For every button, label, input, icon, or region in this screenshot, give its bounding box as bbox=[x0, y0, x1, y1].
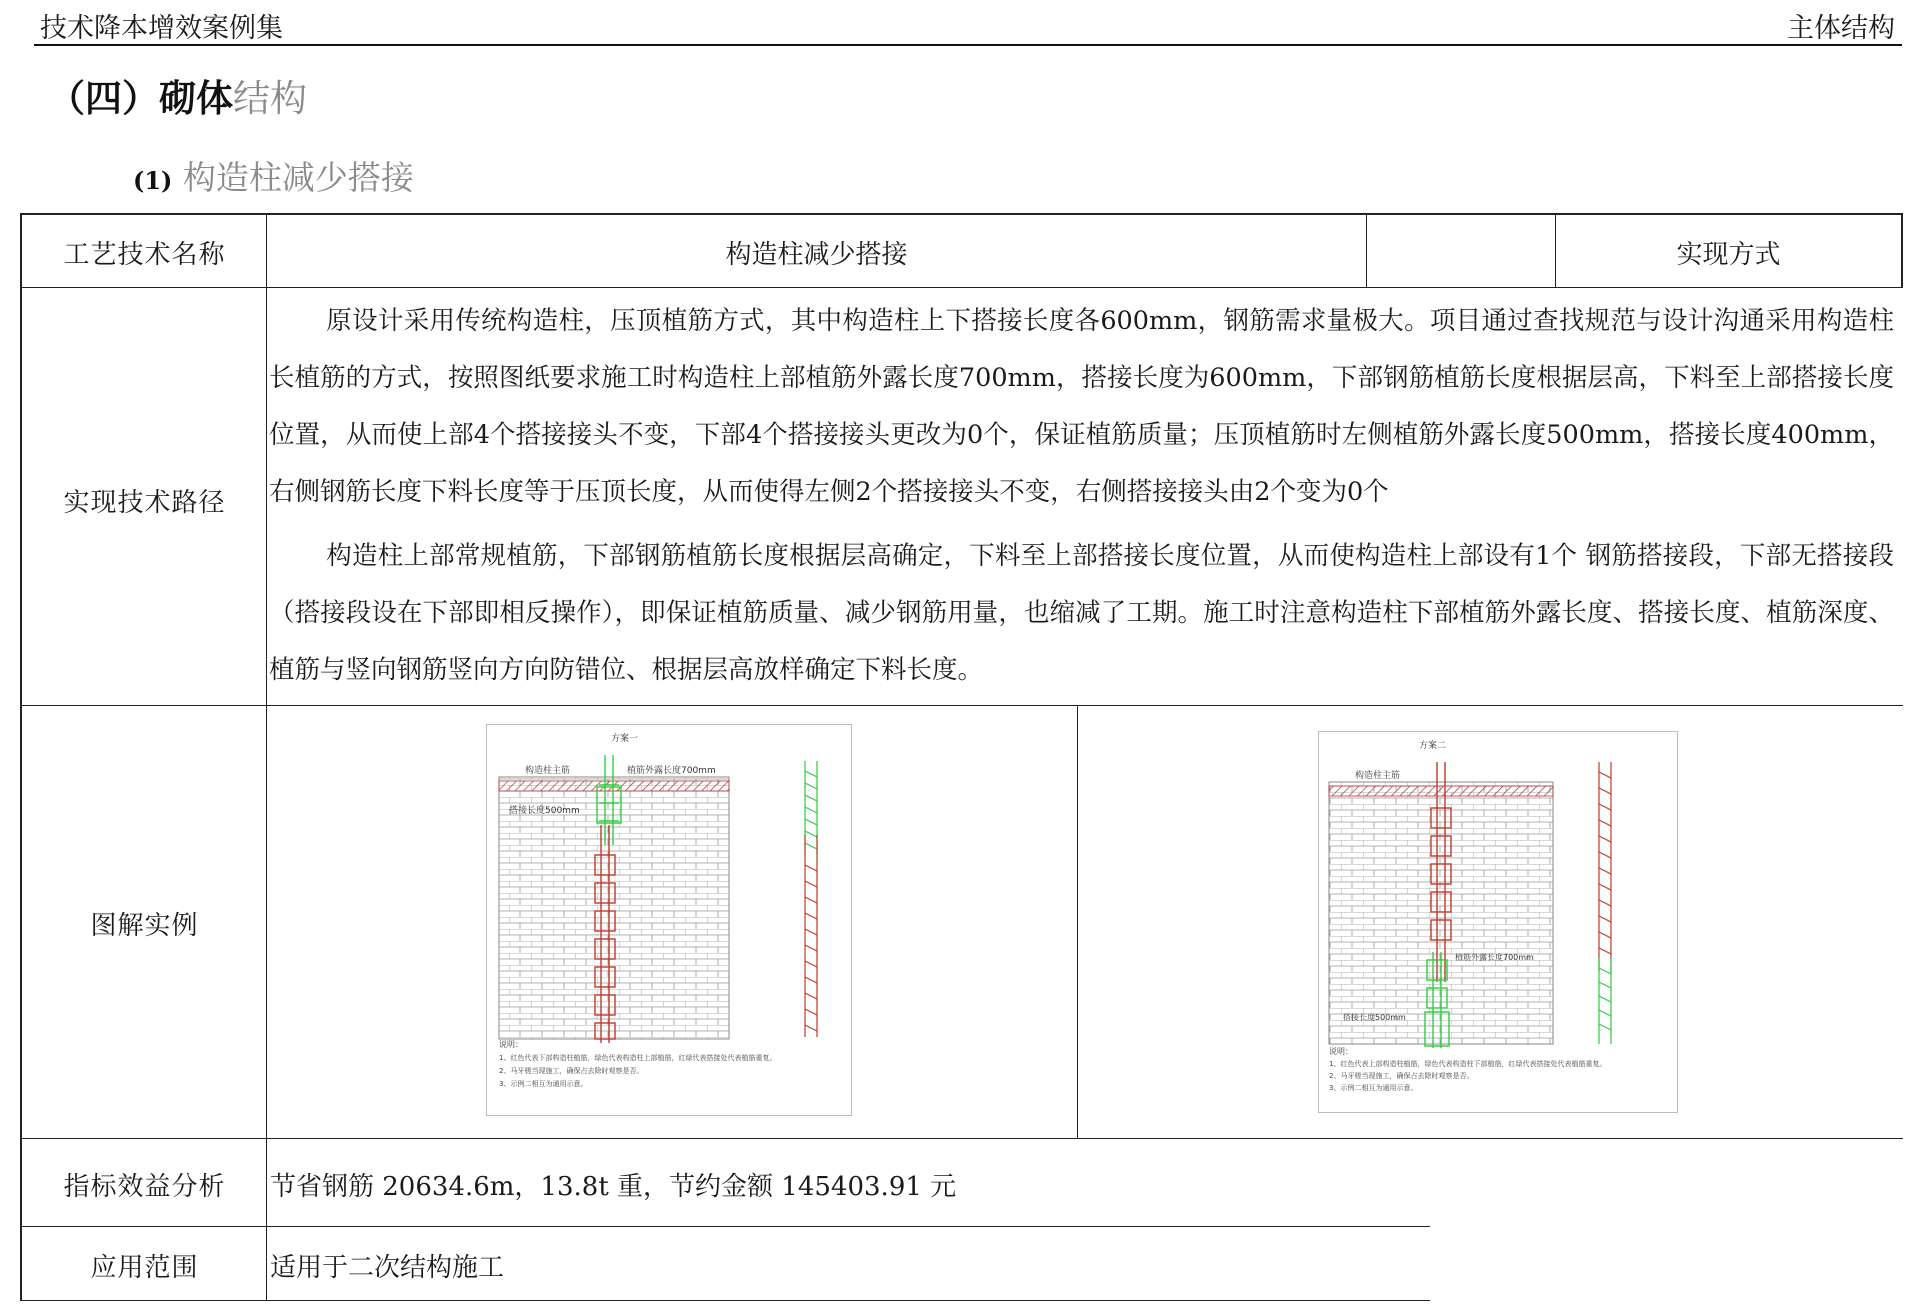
fig1-label-column: 构造柱主筋 bbox=[525, 766, 571, 776]
label-scope: 应用范围 bbox=[90, 1253, 199, 1283]
header-rule bbox=[34, 44, 1902, 46]
table-line-label bbox=[266, 213, 267, 1301]
table-line-1 bbox=[20, 287, 1903, 288]
fig2-side-red bbox=[1599, 762, 1611, 972]
value-scope: 适用于二次结构施工 bbox=[270, 1253, 505, 1283]
section-title-light: 结构 bbox=[233, 77, 307, 120]
fig1-side-green bbox=[805, 761, 817, 855]
fig1-note-3: 3、示例二相互为通用示意。 bbox=[499, 1080, 588, 1088]
figure-scheme-1 bbox=[486, 724, 852, 1116]
value-craft-name: 构造柱减少搭接 bbox=[725, 240, 908, 270]
fig2-note-title: 说明： bbox=[1329, 1047, 1353, 1056]
table-line-craft-1 bbox=[1366, 213, 1367, 288]
fig2-note-3: 3、示例二相互为通用示意。 bbox=[1329, 1084, 1418, 1092]
figure-scheme-2-drawing bbox=[1319, 732, 1677, 1112]
fig1-note-1: 1、红色代表下部构造柱植筋，绿色代表构造柱上部植筋，红绿代表搭接处代表植筋重复。 bbox=[499, 1054, 777, 1062]
tech-route-para-2-text: 构造柱上部常规植筋，下部钢筋植筋长度根据层高确定，下料至上部搭接长度位置，从而使构造柱上部设有1个 钢筋搭接段，下部无搭接段（搭接段设在下部即相反操作），即保证植筋质量、减少钢筋用量，也缩减了工期。施工时注意构造柱下部植筋外露长度、搭接长度、植筋深度、植筋与竖向钢筋竖向方向防错位、根据层高放样确定下料长度。 bbox=[269, 541, 1894, 685]
tech-route-para-1-text: 原设计采用传统构造柱，压顶植筋方式，其中构造柱上下搭接长度各600mm，钢筋需求量极大。项目通过查找规范与设计沟通采用构造柱长植筋的方式，按照图纸要求施工时构造柱上部植筋外露长度700mm，搭接长度为600mm，下部钢筋植筋长度根据层高，下料至上部搭接长度位置，从而使上部4个搭接接头不变，下部4个搭接接头更改为0个，保证植筋质量；压顶植筋时左侧植筋外露长度500mm，搭接长度400mm，右侧钢筋长度下料长度等于压顶长度，从而使得左侧2个搭接接头不变，右侧搭接接头由2个变为0个 bbox=[269, 306, 1894, 507]
fig1-note-2: 2、马牙槎当现施工，确保占去除时观察是否。 bbox=[499, 1067, 644, 1075]
label-tech-route: 实现技术路径 bbox=[63, 488, 226, 518]
fig2-label-expose: 植筋外露长度700mm bbox=[1455, 953, 1534, 962]
table-line-2 bbox=[20, 705, 1903, 706]
fig2-title: 方案二 bbox=[1419, 741, 1447, 751]
header-left-title: 技术降本增效案例集 bbox=[40, 13, 283, 44]
section-title-bold: （四）砌体 bbox=[48, 77, 233, 120]
figure-scheme-2 bbox=[1318, 731, 1678, 1113]
table-line-3 bbox=[20, 1138, 1903, 1139]
value-benefit: 节省钢筋 20634.6m，13.8t 重，节约金额 145403.91 元 bbox=[270, 1172, 957, 1202]
label-craft-name: 工艺技术名称 bbox=[63, 240, 226, 270]
fig2-side-green bbox=[1599, 958, 1611, 1044]
tech-route-para-2 bbox=[269, 528, 1894, 699]
tech-route-para-1 bbox=[269, 293, 1894, 521]
fig1-note-title: 说明： bbox=[499, 1040, 523, 1049]
figure-scheme-1-drawing bbox=[487, 725, 851, 1115]
table-line-top bbox=[20, 213, 1903, 215]
fig2-label-lap: 搭接长度500mm bbox=[1343, 1013, 1406, 1022]
fig1-label-lap: 搭接长度500mm bbox=[509, 806, 580, 816]
subsection-text: 构造柱减少搭接 bbox=[182, 158, 414, 197]
subsection-title bbox=[133, 152, 414, 199]
table-line-right-top bbox=[1901, 213, 1903, 288]
fig1-title: 方案一 bbox=[611, 734, 639, 744]
fig2-note-2: 2、马牙槎当现施工，确保占去除时观察是否。 bbox=[1329, 1072, 1474, 1080]
fig2-label-column: 构造柱主筋 bbox=[1355, 771, 1401, 781]
fig1-side-red bbox=[805, 835, 817, 1037]
header-right-title: 主体结构 bbox=[1787, 13, 1895, 44]
label-figure: 图解实例 bbox=[90, 911, 199, 941]
fig1-label-expose: 植筋外露长度700mm bbox=[627, 766, 716, 776]
section-title bbox=[48, 68, 307, 122]
label-benefit: 指标效益分析 bbox=[63, 1172, 226, 1202]
subsection-number: (1) bbox=[133, 166, 173, 195]
table-line-figure-split bbox=[1077, 705, 1078, 1139]
table-line-4 bbox=[20, 1226, 1430, 1227]
label-implementation: 实现方式 bbox=[1676, 240, 1781, 270]
table-line-left bbox=[20, 213, 22, 1301]
table-line-bottom bbox=[20, 1300, 1430, 1301]
fig2-note-1: 1、红色代表上部构造柱植筋，绿色代表构造柱下部植筋，红绿代表搭接处代表植筋重复。 bbox=[1329, 1060, 1607, 1068]
